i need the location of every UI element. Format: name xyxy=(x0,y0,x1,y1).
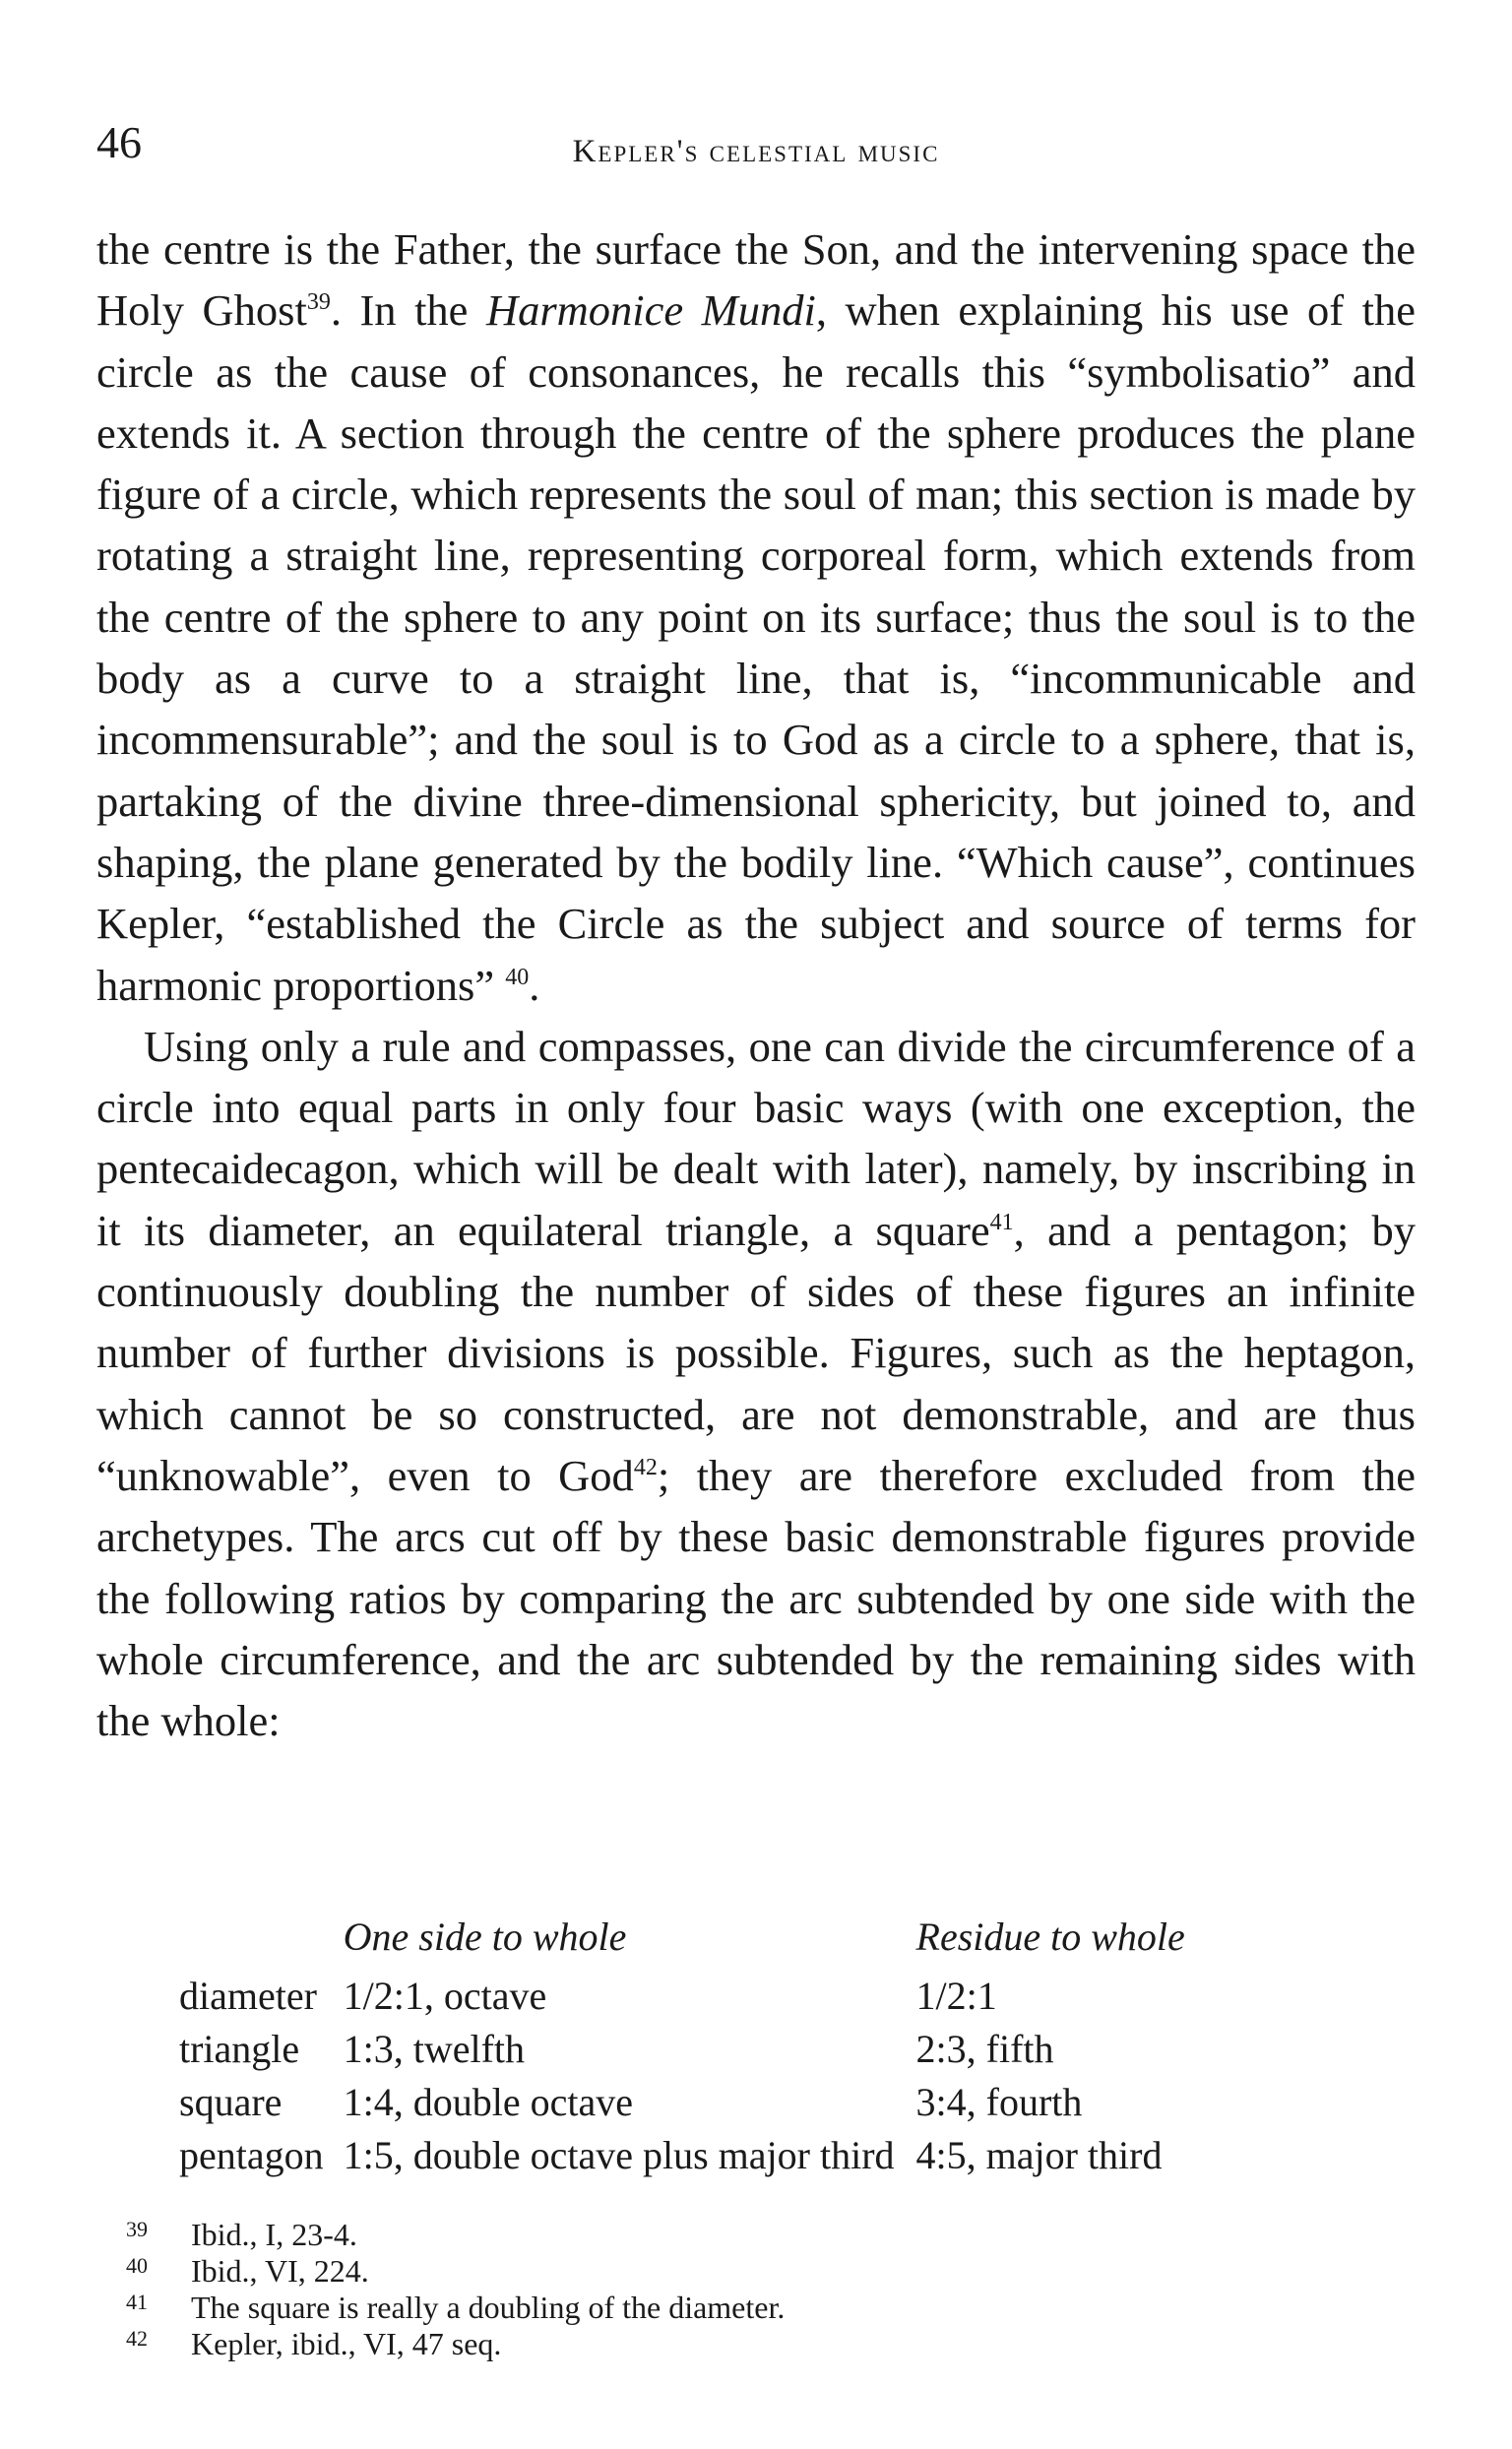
table-row xyxy=(179,2075,1185,2128)
table-row xyxy=(179,2128,1185,2181)
footnote-text: The square is really a doubling of the diameter. xyxy=(191,2290,786,2325)
text-run: . xyxy=(529,960,540,1010)
footnote-reference: 39 xyxy=(306,289,331,316)
footnote-number: 39 xyxy=(126,2217,148,2241)
footnote-text: Ibid., I, 23-4. xyxy=(191,2217,357,2252)
table-row xyxy=(179,2022,1185,2075)
footnote-number: 41 xyxy=(126,2290,148,2314)
footnote-text: Ibid., VI, 224. xyxy=(191,2253,369,2289)
figure-cell: square xyxy=(179,2079,283,2124)
paragraph xyxy=(96,1016,1416,1752)
text-run: Using only a rule and compasses, one can divide the circumference of a circle into equal parts in only four basic ways (with one exception, the pentecaidecagon, which will be dealt with later), namely, by inscribing in it its diameter, an equilateral triangle, a square xyxy=(96,1021,1416,1255)
one-side-cell: 1/2:1, octave xyxy=(343,1973,547,2018)
text-run: , and a pentagon; by continuously doubling the number of sides of these figures an infinite number of further divisions is possible. Figures, such as the heptagon, which cannot be so constructed, are not demonstrable, and are thus “unknowable”, even to God xyxy=(96,1205,1417,1500)
text-run: . In the xyxy=(330,285,486,336)
one-side-cell: 1:5, double octave plus major third xyxy=(343,2132,895,2177)
page-header xyxy=(96,116,1416,185)
residue-cell: 4:5, major third xyxy=(915,2132,1163,2177)
footnote xyxy=(126,2217,785,2253)
footnotes xyxy=(126,2217,785,2362)
ratio-table xyxy=(179,1910,1185,2181)
residue-cell: 1/2:1 xyxy=(915,1973,997,2018)
footnote-reference: 42 xyxy=(633,1454,658,1480)
paragraph xyxy=(96,219,1416,1016)
text-run: , when explaining his use of the circle as the cause of consonances, he recalls this “symbolisatio” and extends it. A section through the centre of the sphere produces the plane figure of a circle, which represents the soul of man; this section is made by rotating a straight line, representing corporeal form, which extends from the centre of the sphere to any point on its surface; thus the soul is to the body as a curve to a straight line, that is, “incommunicable and incommensurable”; and the soul is to God as a circle to a sphere, that is, partaking of the divine three-dimensional sphericity, but joined to, and shaping, the plane generated by the bodily line. “Which cause”, continues Kepler, “established the Circle as the subject and source of terms for harmonic proportions” xyxy=(96,285,1416,1010)
one-side-cell: 1:4, double octave xyxy=(343,2079,633,2124)
figure-column-header xyxy=(179,1910,344,1969)
footnote-number: 42 xyxy=(126,2326,148,2351)
figure-cell: pentagon xyxy=(179,2132,324,2177)
page-number: 46 xyxy=(96,117,142,167)
text-run: the centre is the Father, the surface the Son, and the intervening space the Holy Ghost xyxy=(96,224,1416,336)
footnote xyxy=(126,2290,785,2326)
footnote-reference: 40 xyxy=(505,964,530,990)
footnote-number: 40 xyxy=(126,2253,148,2278)
footnote-text: Kepler, ibid., VI, 47 seq. xyxy=(191,2326,502,2361)
ratio-table-header-row xyxy=(179,1910,1185,1969)
residue-column-header: Residue to whole xyxy=(915,1914,1185,1959)
footnote xyxy=(126,2326,785,2362)
body-text xyxy=(96,219,1416,1751)
figure-cell: triangle xyxy=(179,2026,300,2071)
one-side-cell: 1:3, twelfth xyxy=(343,2026,526,2071)
footnote xyxy=(126,2253,785,2290)
italic-title: Harmonice Mundi xyxy=(485,285,816,336)
running-head: kepler's celestial music xyxy=(572,134,940,169)
text-run: ; they are therefore excluded from the archetypes. The arcs cut off by these basic demonstrable figures provide the following ratios by comparing the arc subtended by one side with the whole circumference, and the arc subtended by the remaining sides with the whole: xyxy=(96,1450,1417,1746)
one-side-column-header: One side to whole xyxy=(343,1914,627,1959)
table-row xyxy=(179,1969,1185,2022)
residue-cell: 2:3, fifth xyxy=(915,2026,1054,2071)
residue-cell: 3:4, fourth xyxy=(915,2079,1083,2124)
footnote-reference: 41 xyxy=(989,1209,1014,1235)
figure-cell: diameter xyxy=(179,1973,317,2018)
